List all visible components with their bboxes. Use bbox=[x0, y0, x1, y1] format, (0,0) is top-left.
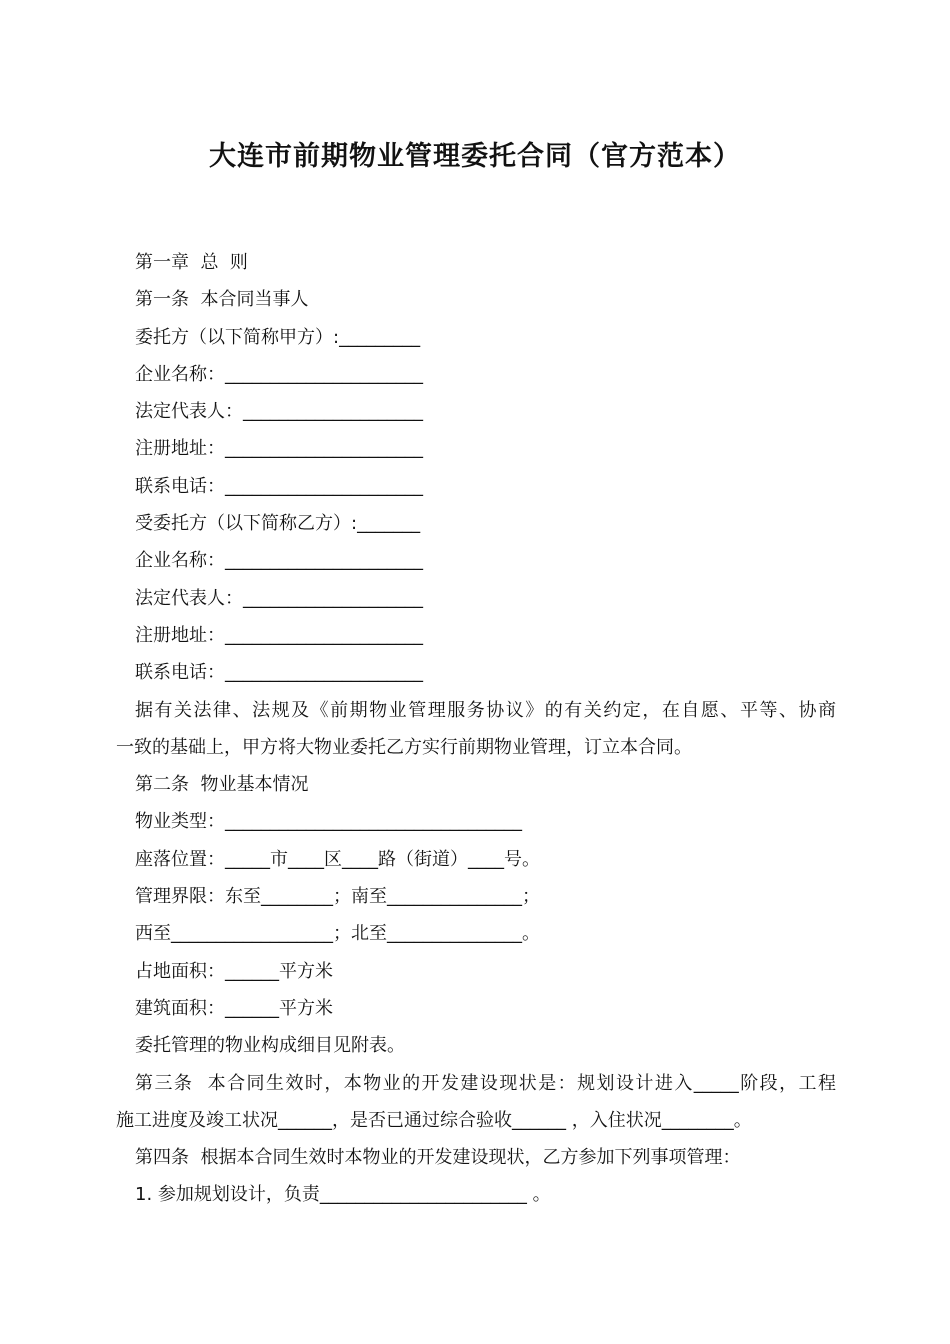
property-type: 物业类型：_________________________________ bbox=[135, 811, 522, 833]
party-b-phone: 联系电话：______________________ bbox=[135, 662, 423, 684]
preamble-line-2: 一致的基础上，甲方将大物业委托乙方实行前期物业管理，订立本合同。 bbox=[116, 736, 692, 758]
party-b-company-name: 企业名称：______________________ bbox=[135, 550, 423, 572]
article-4-heading: 第四条 根据本合同生效时本物业的开发建设现状，乙方参加下列事项管理： bbox=[135, 1147, 741, 1169]
article-2-heading: 第二条 物业基本情况 bbox=[135, 774, 309, 796]
party-b-legal-representative: 法定代表人：____________________ bbox=[135, 587, 423, 609]
party-a-phone: 联系电话：______________________ bbox=[135, 475, 423, 497]
document-title: 大连市前期物业管理委托合同（官方范本） bbox=[209, 141, 741, 172]
preamble-line-1: 据有关法律、法规及《前期物业管理服务协议》的有关约定，在自愿、平等、协商 bbox=[135, 699, 836, 721]
article-4-item-1: 1. 参加规划设计，负责_______________________ 。 bbox=[135, 1184, 551, 1206]
article-3-line-1: 第三条 本合同生效时，本物业的开发建设现状是：规划设计进入_____阶段，工程 bbox=[135, 1072, 836, 1094]
party-a-company-name: 企业名称：______________________ bbox=[135, 363, 423, 385]
article-1-heading: 第一条 本合同当事人 bbox=[135, 289, 309, 311]
boundary-east-south: 管理界限：东至________；南至_______________； bbox=[135, 886, 540, 908]
building-area: 建筑面积：______平方米 bbox=[135, 997, 333, 1019]
party-a-label: 委托方（以下简称甲方）:_________ bbox=[135, 326, 421, 348]
property-location: 座落位置：_____市____区____路（街道）____号。 bbox=[135, 848, 540, 870]
party-b-label: 受委托方（以下简称乙方）:_______ bbox=[135, 513, 421, 535]
article-3-line-2: 施工进度及竣工状况______，是否已通过综合验收______ ，入住状况________。 bbox=[116, 1109, 752, 1131]
document-body bbox=[116, 244, 836, 1214]
party-a-registered-address: 注册地址：______________________ bbox=[135, 438, 423, 460]
property-composition-note: 委托管理的物业构成细目见附表。 bbox=[135, 1035, 405, 1057]
land-area: 占地面积：______平方米 bbox=[135, 960, 333, 982]
chapter-heading: 第一章 总 则 bbox=[135, 252, 248, 273]
party-a-legal-representative: 法定代表人：____________________ bbox=[135, 401, 423, 423]
party-b-registered-address: 注册地址：______________________ bbox=[135, 624, 423, 646]
boundary-west-north: 西至__________________；北至_______________。 bbox=[135, 923, 540, 945]
